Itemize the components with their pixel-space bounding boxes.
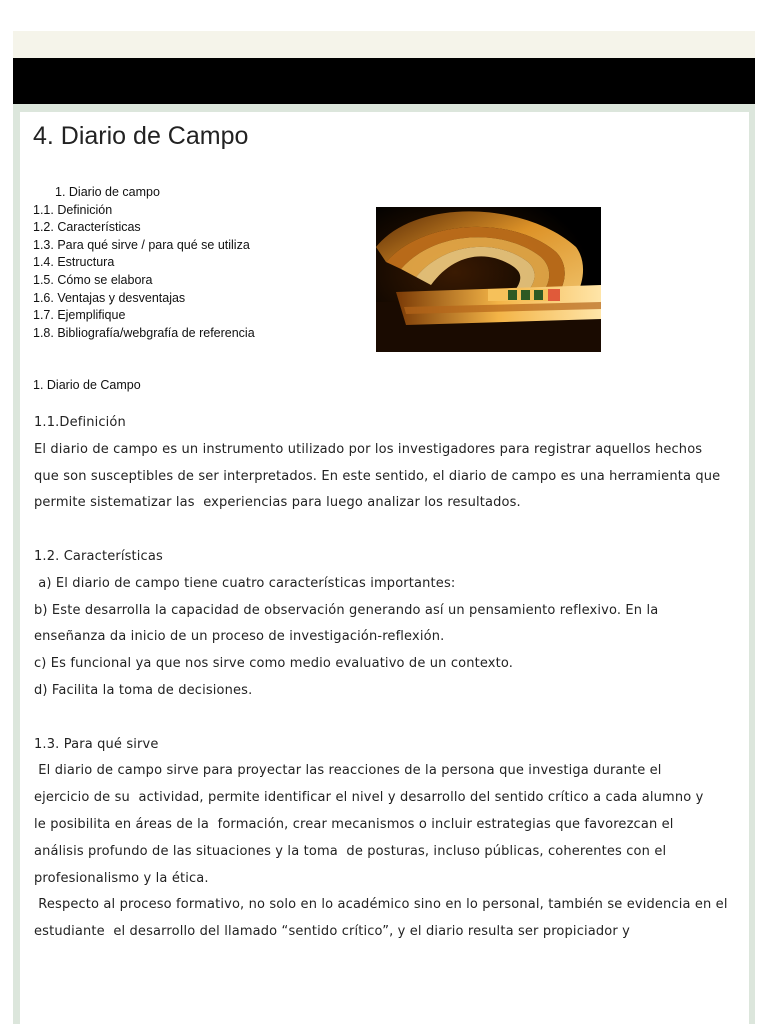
header-bar: [13, 58, 755, 104]
toc-item: 1.6. Ventajas y desventajas: [33, 290, 186, 305]
book-pages-illustration: [376, 207, 601, 352]
toc-item: 1. Diario de campo: [55, 185, 160, 199]
top-strip: [13, 31, 755, 58]
toc-item: 1.7. Ejemplifique: [33, 308, 126, 323]
paragraph-line: El diario de campo sirve para proyectar las reacciones de la persona que investiga durante el: [34, 763, 662, 779]
paragraph-line: análisis profundo de las situaciones y la toma de posturas, incluso públicas, coherentes con el: [34, 843, 667, 859]
section-heading: 1. Diario de Campo: [33, 378, 141, 392]
toc-item: 1.2. Características: [33, 220, 141, 235]
paragraph-line: ejercicio de su actividad, permite identificar el nivel y desarrollo del sentido crítico a cada alumno y: [34, 790, 704, 806]
toc-item: 1.8. Bibliografía/webgrafía de referencia: [33, 325, 255, 340]
paragraph-line: profesionalismo y la ética.: [34, 870, 209, 886]
document-body: [34, 410, 728, 946]
caracteristicas-heading: 1.2. Características: [34, 548, 163, 564]
paragraph-line: b) Este desarrolla la capacidad de observación generando así un pensamiento reflexivo. En la: [34, 602, 659, 618]
paragraph-line: El diario de campo es un instrumento utilizado por los investigadores para registrar aquellos hechos: [34, 441, 703, 457]
paragraph-line: le posibilita en áreas de la formación, crear mecanismos o incluir estrategias que favorezcan el: [34, 816, 674, 832]
page-title: 4. Diario de Campo: [33, 122, 249, 150]
paragraph-line: a) El diario de campo tiene cuatro características importantes:: [34, 575, 456, 591]
toc-item: 1.1. Definición: [33, 202, 113, 217]
para-que-sirve-heading: 1.3. Para qué sirve: [34, 736, 159, 752]
paragraph-line: Respecto al proceso formativo, no solo en lo académico sino en lo personal, también se evidencia en el: [34, 897, 728, 913]
paragraph-line: d) Facilita la toma de decisiones.: [34, 682, 253, 698]
paragraph-line: estudiante el desarrollo del llamado “sentido crítico”, y el diario resulta ser propiciador y: [34, 924, 630, 940]
paragraph-line: que son susceptibles de ser interpretados. En este sentido, el diario de campo es una herramienta que: [34, 468, 721, 484]
paragraph-line: enseñanza da inicio de un proceso de investigación-reflexión.: [34, 629, 445, 645]
toc-item: 1.4. Estructura: [33, 255, 115, 270]
table-of-contents: [33, 184, 255, 342]
book-photo: [376, 207, 601, 352]
toc-item: 1.5. Cómo se elabora: [33, 272, 153, 287]
paragraph-line: permite sistematizar las experiencias para luego analizar los resultados.: [34, 495, 521, 511]
definicion-heading: 1.1.Definición: [34, 415, 126, 430]
paragraph-line: c) Es funcional ya que nos sirve como medio evaluativo de un contexto.: [34, 656, 514, 672]
toc-item: 1.3. Para qué sirve / para qué se utiliza: [33, 237, 250, 252]
